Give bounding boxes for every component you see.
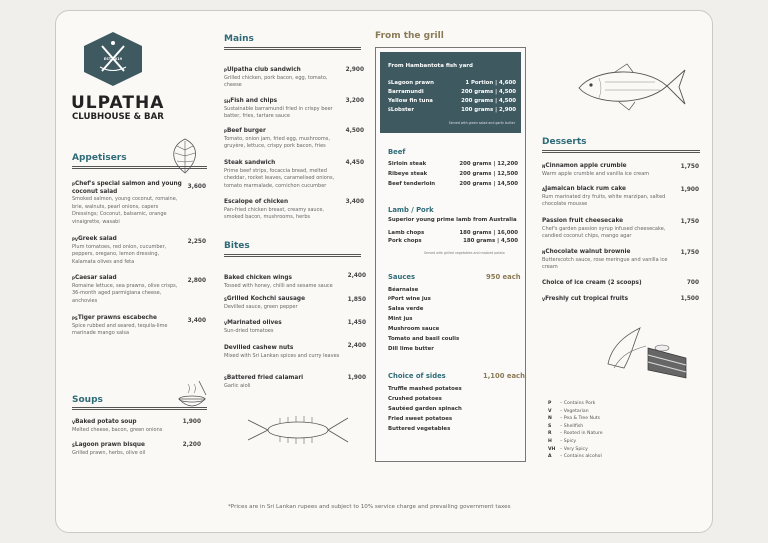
sides-price: 1,100 each [483,372,525,380]
menu-item: Steak sandwich Prime beef strips, focaccia bread, melted cheddar, rocket leaves, caramelised onions, tomato marmalade, cornichon cucumber [224,160,335,189]
side-item: Crushed potatoes [388,396,442,402]
menu-item: Ribeye steak 200 grams | 12,500 [388,171,518,177]
lamb-note: Served with grilled vegetables and mashed potato [424,251,505,255]
dietary-legend: P – Contains Pork V – Vegetarian N – Pea & Tree Nuts S – Shellfish R – Rooted in Nature H – Spicy VH – Very Spicy A – Contains alcohol [548,401,603,460]
soups-title: Soups [72,395,103,405]
menu-item: $^S$Grilled Kochchi sausage Devilled sauce, green pepper [224,296,306,310]
menu-item: $^N$Cinnamon apple crumble Warm apple crumble and vanilla ice cream [542,163,650,177]
menu-item: Passion fruit cheesecake Chef's garden passion syrup infused cheesecake, candied coconut chips, mango agar [542,218,666,239]
sauce-item: Tomato and basil coulis [388,336,460,342]
fish-yard-note: Served with green salad and garlic butter [448,121,515,125]
item-price: 1,900 [182,419,201,425]
menu-item: $^{PV}$Greek salad Plum tomatoes, red onion, cucumber, peppers, oregano, lemon dressing, Kalamata olives and feta [72,236,167,265]
menu-item: $^{SH}$Fish and chips Sustainable barramundi fried in crispy beer batter, fries, tartare sauce [224,98,333,119]
item-price: 1,850 [347,297,366,303]
item-price: 4,500 [345,128,364,134]
menu-item: Baked chicken wings Tossed with honey, chilli and sesame sauce [224,275,333,289]
sauce-item: Dill lime butter [388,346,434,352]
sauce-item: $^P$Port wine jus [388,296,431,302]
item-price: 1,750 [680,164,699,170]
brand-name: ULPATHA [71,93,165,113]
item-price: 3,600 [187,184,206,190]
menu-item: Lamb chops 180 grams | 16,000 [388,230,518,236]
item-price: 2,200 [182,442,201,448]
menu-item: Escalope of chicken Pan-fried chicken breast, creamy sauce, smoked bacon, mushrooms, herbs [224,199,324,220]
side-item: Sautéed garden spinach [388,406,462,412]
fish-yard-title: From Hambantota fish yard [388,63,473,69]
menu-item: $^V$Baked potato soup Melted cheese, bacon, green onions [72,419,163,433]
sauce-item: Salsa verde [388,306,424,312]
item-price: 1,750 [680,219,699,225]
menu-item: Yellow fin tuna 200 grams | 4,500 [388,98,516,104]
item-price: 3,400 [345,199,364,205]
brand-established: EST 2019 [103,57,123,61]
side-item: Buttered vegetables [388,426,451,432]
side-item: Truffle mashed potatoes [388,386,462,392]
menu-item: Barramundi 200 grams | 4,500 [388,89,516,95]
item-price: 2,800 [187,278,206,284]
item-price: 2,400 [347,273,366,279]
item-price: 2,250 [187,239,206,245]
menu-item: $^S$Battered fried calamari Garlic aioli [224,375,304,389]
grill-title: From the grill [375,31,444,41]
menu-item: $^S$Lobster 100 grams | 2,900 [388,107,516,113]
sauce-item: Mushroom sauce [388,326,440,332]
brand-subtitle: CLUBHOUSE & BAR [72,112,164,122]
item-price: 3,400 [187,318,206,324]
sauces-title: Sauces [388,273,416,281]
item-price: 1,450 [347,320,366,326]
sauces-price: 950 each [486,273,521,281]
lobster-illustration-icon [240,410,352,450]
mains-title: Mains [224,34,254,44]
desserts-title: Desserts [542,137,587,147]
item-price: 1,500 [680,296,699,302]
beef-title: Beef [388,148,406,156]
menu-item: $^P$Ulpatha club sandwich Grilled chicken, pork bacon, egg, tomato, cheese [224,67,328,88]
footer-note: *Prices are in Sri Lankan rupees and subject to 10% service charge and prevailing government taxes [228,504,511,510]
menu-item: Devilled cashew nuts Mixed with Sri Lankan spices and curry leaves [224,345,340,359]
soup-bowl-icon [175,375,210,415]
menu-item: $^{PS}$Tiger prawns escabeche Spice rubbed and seared, tequila-lime marinade mango salsa [72,315,168,336]
bites-title: Bites [224,241,250,251]
sides-title: Choice of sides [388,372,446,380]
menu-item: $^P$Beef burger Tomato, onion jam, fried egg, mushrooms, gruyère, lettuce, crispy pork bacon, fries [224,128,330,149]
appetisers-title: Appetisers [72,153,127,163]
item-price: 2,900 [345,67,364,73]
menu-item: Choice of ice cream (2 scoops) [542,280,642,286]
sauce-item: Béarnaise [388,287,419,293]
menu-item: $^S$Lagoon prawn 1 Portion | 4,600 [388,80,516,86]
menu-item: Pork chops 180 grams | 4,500 [388,238,518,244]
fish-yard-box [380,52,521,133]
side-item: Fried sweet potatoes [388,416,453,422]
item-price: 1,900 [680,187,699,193]
menu-item: $^P$Caesar salad Romaine lettuce, sea prawns, olive crisps, 36-month aged parmigiana cheese, anchovies [72,275,178,304]
item-price: 1,750 [680,250,699,256]
menu-item: $^V$Marinated olives Sun-dried tomatoes [224,320,282,334]
menu-item: $^A$Jamaican black rum cake Rum marinated dry fruits, white marzipan, salted chocolate mousse [542,186,666,207]
menu-item: $^P$Chef's special salmon and young coconut salad Smoked salmon, young coconut, romaine, brie, walnuts, pearl onions, capers Dressings; Coconut, balsamic, orange vinaigrette, wasabi [72,181,182,225]
fish-illustration-icon [575,60,689,115]
menu-item: Sirloin steak 200 grams | 12,200 [388,161,518,167]
lamb-title: Lamb / Pork [388,206,434,214]
lamb-description: Superior young prime lamb from Australia [388,217,517,223]
item-price: 1,900 [347,375,366,381]
menu-item: Beef tenderloin 200 grams | 14,500 [388,181,518,187]
item-price: 3,200 [345,98,364,104]
leaf-illustration-icon [163,136,208,176]
item-price: 700 [686,280,699,286]
item-price: 4,450 [345,160,364,166]
menu-item: $^V$Freshly cut tropical fruits [542,296,629,302]
menu-item: $^S$Lagoon prawn bisque Grilled prawn, herbs, olive oil [72,442,146,456]
menu-item: $^N$Chocolate walnut brownie Butterscotch sauce, rose meringue and vanilla ice cream [542,249,668,270]
cake-illustration-icon [602,324,692,384]
item-price: 2,400 [347,343,366,349]
sauce-item: Mint jus [388,316,413,322]
